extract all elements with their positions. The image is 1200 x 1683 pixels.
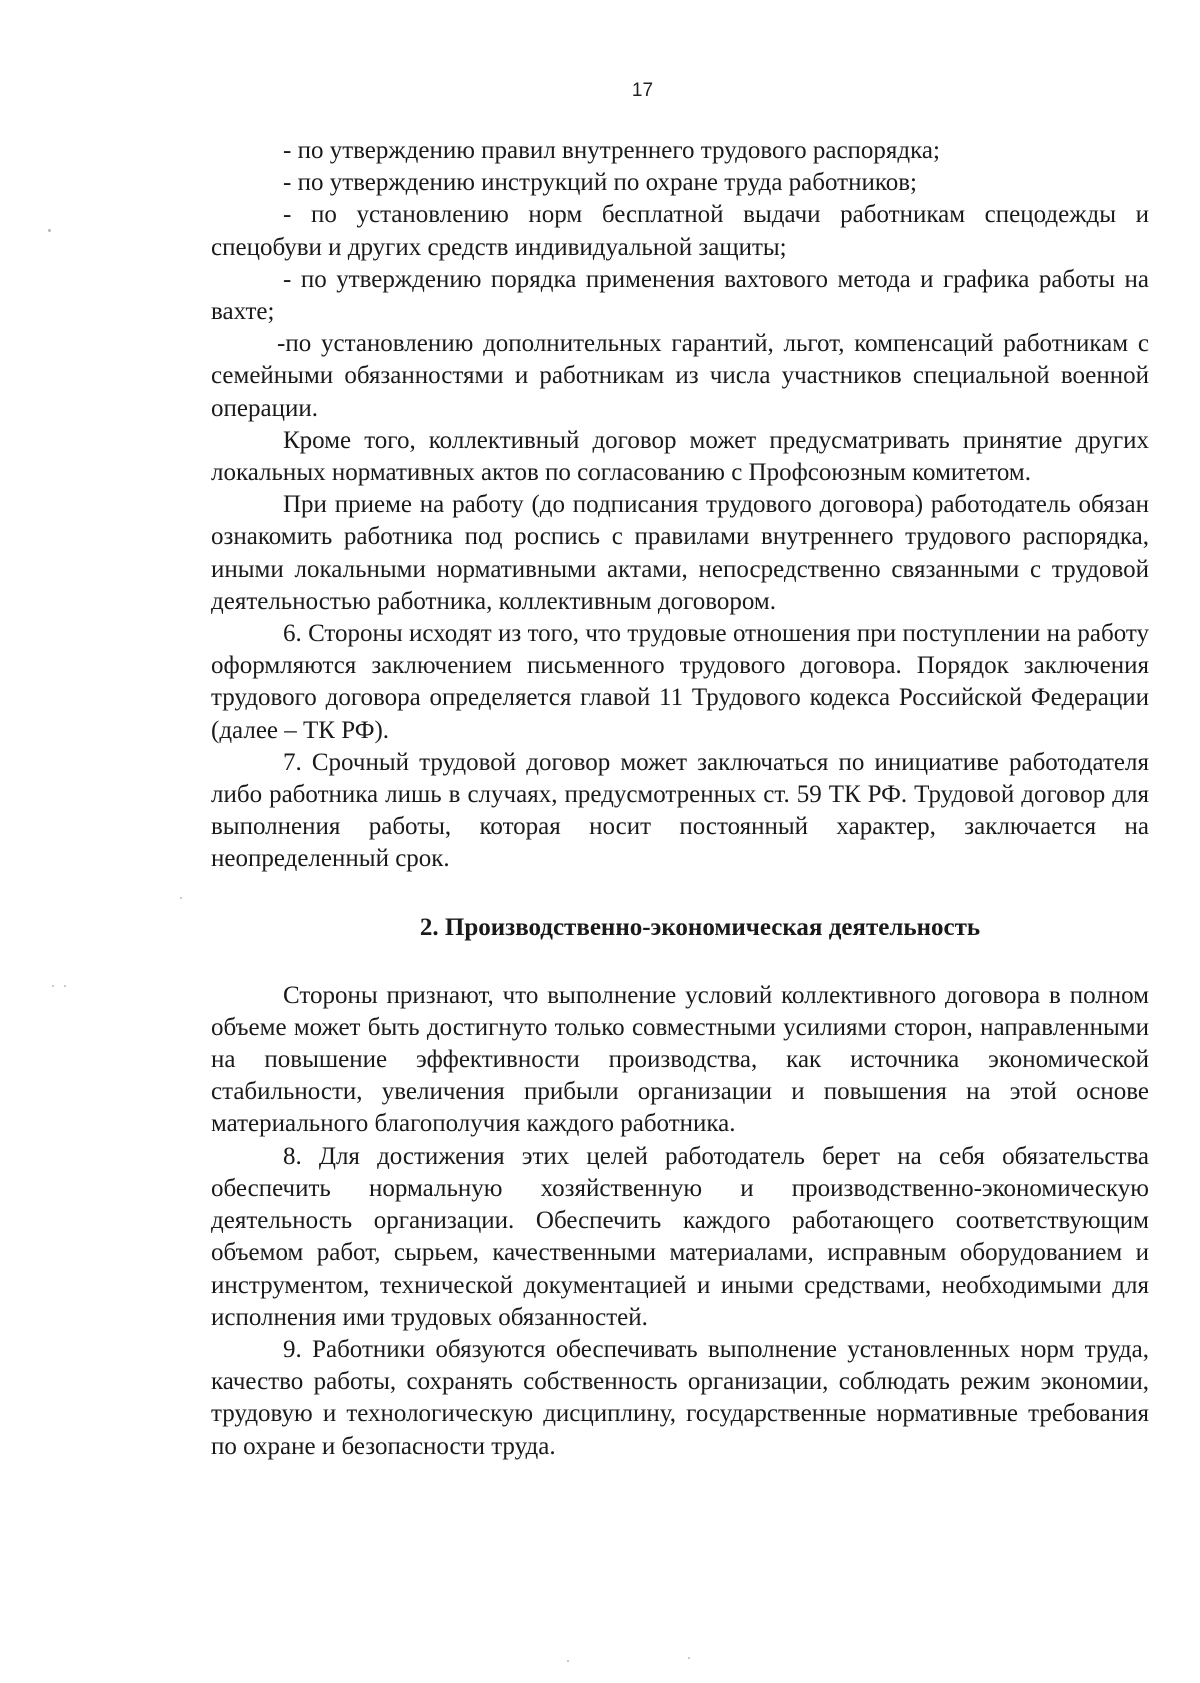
- scan-speck: [567, 1660, 569, 1662]
- scan-speck: [64, 985, 66, 987]
- paragraph-clause-9: 9. Работники обязуются обеспечивать выполнение установленных норм труда, качество работы, сохранять собственность организации, соблюдать режим экономии, трудовую и технологическую дисциплину, государственные нормативные требования по охране и безопасности труда.: [211, 1335, 1149, 1460]
- list-item-internal-rules: - по утверждению правил внутреннего трудового распорядка;: [283, 137, 940, 164]
- paragraph-clause-8: 8. Для достижения этих целей работодатель берет на себя обязательства обеспечить нормальную хозяйственную и производственно-экономическую деятельность организации. Обеспечить каждого работающего соответствующим объемом работ, сырьем, качественными материалами, исправным оборудованием и инструментом, технической документацией и иными средствами, необходимыми для исполнения ими трудовых обязанностей.: [211, 1142, 1149, 1331]
- scan-speck: [180, 897, 182, 899]
- section-heading: 2. Производственно-экономическая деятельность: [419, 913, 981, 941]
- paragraph-local-acts: Кроме того, коллективный договор может предусматривать принятие других локальных нормативных актов по согласованию с Профсоюзным комитетом.: [211, 426, 1149, 487]
- list-item-shift-method: - по утверждению порядка применения вахтового метода и графика работы на вахте;: [211, 265, 1149, 326]
- list-item-additional-guarantees: -по установлению дополнительных гарантий, льгот, компенсаций работникам с семейными обязанностями и работникам из числа участников специальной военной операции.: [211, 330, 1149, 422]
- scan-speck: [688, 1657, 690, 1659]
- scan-speck: [52, 985, 54, 987]
- list-item-safety-instructions: - по утверждению инструкций по охране труда работников;: [283, 169, 917, 197]
- document-body: [211, 135, 1149, 1463]
- paragraph-parties-acknowledge: Стороны признают, что выполнение условий коллективного договора в полном объеме может быть достигнуто только совместными усилиями сторон, направленными на повышение эффективности производства, как источника экономической стабильности, увеличения прибыли организации и повышения на этой основе материального благополучия каждого работника.: [211, 981, 1149, 1138]
- scan-speck: [48, 229, 51, 232]
- paragraph-clause-7: 7. Срочный трудовой договор может заключаться по инициативе работодателя либо работника лишь в случаях, предусмотренных ст. 59 ТК РФ. Трудовой договор для выполнения работы, которая носит постоянный характер, заключается на неопределенный срок.: [211, 748, 1149, 873]
- paragraph-clause-6: 6. Стороны исходят из того, что трудовые отношения при поступлении на работу оформляются заключением письменного трудового договора. Порядок заключения трудового договора определяется главой 11 Трудового кодекса Российской Федерации (далее – ТК РФ).: [211, 620, 1149, 744]
- paragraph-hiring-familiarization: При приеме на работу (до подписания трудового договора) работодатель обязан ознакомить работника под роспись с правилами внутреннего трудового распорядка, иными локальными нормативными актами, непосредственно связанными с трудовой деятельностью работника, коллективным договором.: [211, 491, 1149, 615]
- list-item-protective-clothing: - по установлению норм бесплатной выдачи работникам спецодежды и спецобуви и других средств индивидуальной защиты;: [211, 201, 1149, 261]
- page-number: 17: [631, 80, 654, 101]
